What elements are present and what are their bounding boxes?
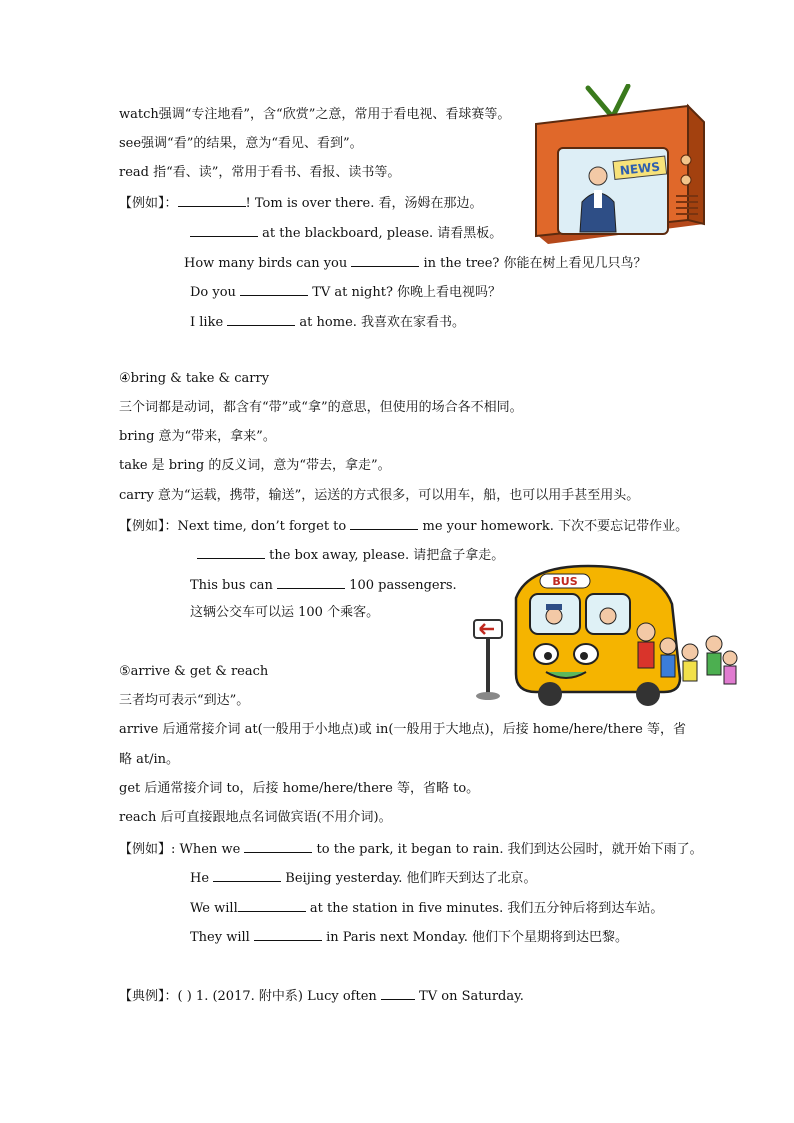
example-text: ! Tom is over there. 看，汤姆在那边。 — [245, 196, 483, 211]
example-row-6 — [119, 517, 688, 535]
bring-line-2: bring 意为“带来，拿来”。 — [119, 429, 276, 444]
answer-blank[interactable] — [238, 899, 306, 912]
example-text: I like — [190, 315, 228, 330]
see-line: see强调“看”的结果，意为“看见、看到”。 — [119, 136, 363, 151]
bus-sign: BUS — [552, 575, 578, 588]
example-text: How many birds can you — [184, 256, 352, 271]
arrive-line-3: 略 at/in。 — [119, 752, 180, 767]
example-text: the box away, please. 请把盒子拿走。 — [265, 548, 505, 563]
answer-blank[interactable] — [227, 313, 295, 326]
example-row-13 — [190, 928, 628, 946]
take-line: take 是 bring 的反义词，意为“带去，拿走”。 — [119, 458, 391, 473]
example-label: 【例如】： — [119, 196, 178, 211]
arrive-line-2: arrive 后通常接介词 at(一般用于小地点)或 in(一般用于大地点)，后接 home/here/there 等，省 — [119, 722, 686, 737]
example-row-4 — [190, 283, 501, 301]
example-label: 【例如】: — [119, 842, 176, 857]
example-text: Next time, don’t forget to — [177, 519, 351, 534]
tv-news-illustration — [528, 84, 712, 250]
bring-title: ④bring & take & carry — [119, 371, 270, 386]
example-text: They will — [190, 930, 254, 945]
answer-blank[interactable] — [244, 840, 312, 853]
example-row-1 — [119, 194, 482, 212]
example-row-11 — [190, 869, 537, 887]
reach-line: reach 后可直接跟地点名词做宾语(不用介词)。 — [119, 810, 392, 825]
example-text: When we — [175, 842, 245, 857]
example-text: at the station in five minutes. 我们五分钟后将到达车站。 — [305, 901, 664, 916]
answer-blank[interactable] — [197, 546, 265, 559]
answer-blank[interactable] — [240, 283, 308, 296]
answer-blank[interactable] — [178, 194, 246, 207]
typical-example-row — [119, 987, 524, 1005]
school-bus-illustration — [468, 560, 744, 712]
example-text: This bus can — [190, 578, 278, 593]
arrive-title: ⑤arrive & get & reach — [119, 664, 269, 679]
answer-blank[interactable] — [350, 517, 418, 530]
example-text: Beijing yesterday. 他们昨天到达了北京。 — [281, 871, 537, 886]
answer-blank[interactable] — [381, 987, 415, 1000]
answer-blank[interactable] — [277, 576, 345, 589]
example-text: to the park, it began to rain. 我们到达公园时，就开始下雨了。 — [312, 842, 703, 857]
example-text: me your homework. 下次不要忘记带作业。 — [418, 519, 689, 534]
read-line: read 指“看、读”，常用于看书、看报、读书等。 — [119, 165, 401, 180]
example-text: Do you — [190, 285, 241, 300]
typical-example-label: 【典例】： — [119, 989, 178, 1004]
example-row-7 — [197, 546, 504, 564]
answer-blank[interactable] — [213, 869, 281, 882]
example-row-12 — [190, 899, 663, 917]
example-text: at home. 我喜欢在家看书。 — [295, 315, 466, 330]
watch-line: watch强调“专注地看”，含“欣赏”之意，常用于看电视、看球赛等。 — [119, 107, 511, 122]
arrive-line-1: 三者均可表示“到达”。 — [119, 693, 250, 708]
bring-line-1: 三个词都是动词，都含有“带”或“拿”的意思，但使用的场合各不相同。 — [119, 400, 523, 415]
example-text: We will — [190, 901, 238, 916]
get-line: get 后通常接介词 to，后接 home/here/there 等，省略 to。 — [119, 781, 480, 796]
example-text: TV at night? 你晚上看电视吗？ — [308, 285, 502, 300]
answer-blank[interactable] — [254, 928, 322, 941]
example-row-2 — [190, 224, 502, 242]
carry-line: carry 意为“运载，携带，输送”，运送的方式很多，可以用车，船，也可以用手甚至用头。 — [119, 488, 640, 503]
example-label: 【例如】： — [119, 519, 178, 534]
example-row-10 — [119, 840, 703, 858]
example-text: He — [190, 871, 214, 886]
example-text: in Paris next Monday. 他们下个星期将到达巴黎。 — [321, 930, 629, 945]
answer-blank[interactable] — [190, 224, 258, 237]
news-sign: NEWS — [619, 159, 661, 178]
example-row-5 — [190, 313, 465, 331]
example-row-9: 这辆公交车可以运 100 个乘客。 — [190, 605, 380, 620]
bus-stop-sign-icon — [474, 620, 502, 700]
example-row-3 — [184, 254, 647, 272]
example-text: in the tree? 你能在树上看见几只鸟？ — [419, 256, 647, 271]
example-text: ( ) 1. (2017. 附中系) Lucy often — [177, 989, 381, 1004]
example-text: TV on Saturday. — [414, 989, 524, 1004]
example-text: at the blackboard, please. 请看黑板。 — [258, 226, 503, 241]
example-row-8 — [190, 576, 457, 594]
answer-blank[interactable] — [351, 254, 419, 267]
antenna-icon — [588, 86, 628, 114]
example-text: 100 passengers. — [345, 578, 457, 593]
